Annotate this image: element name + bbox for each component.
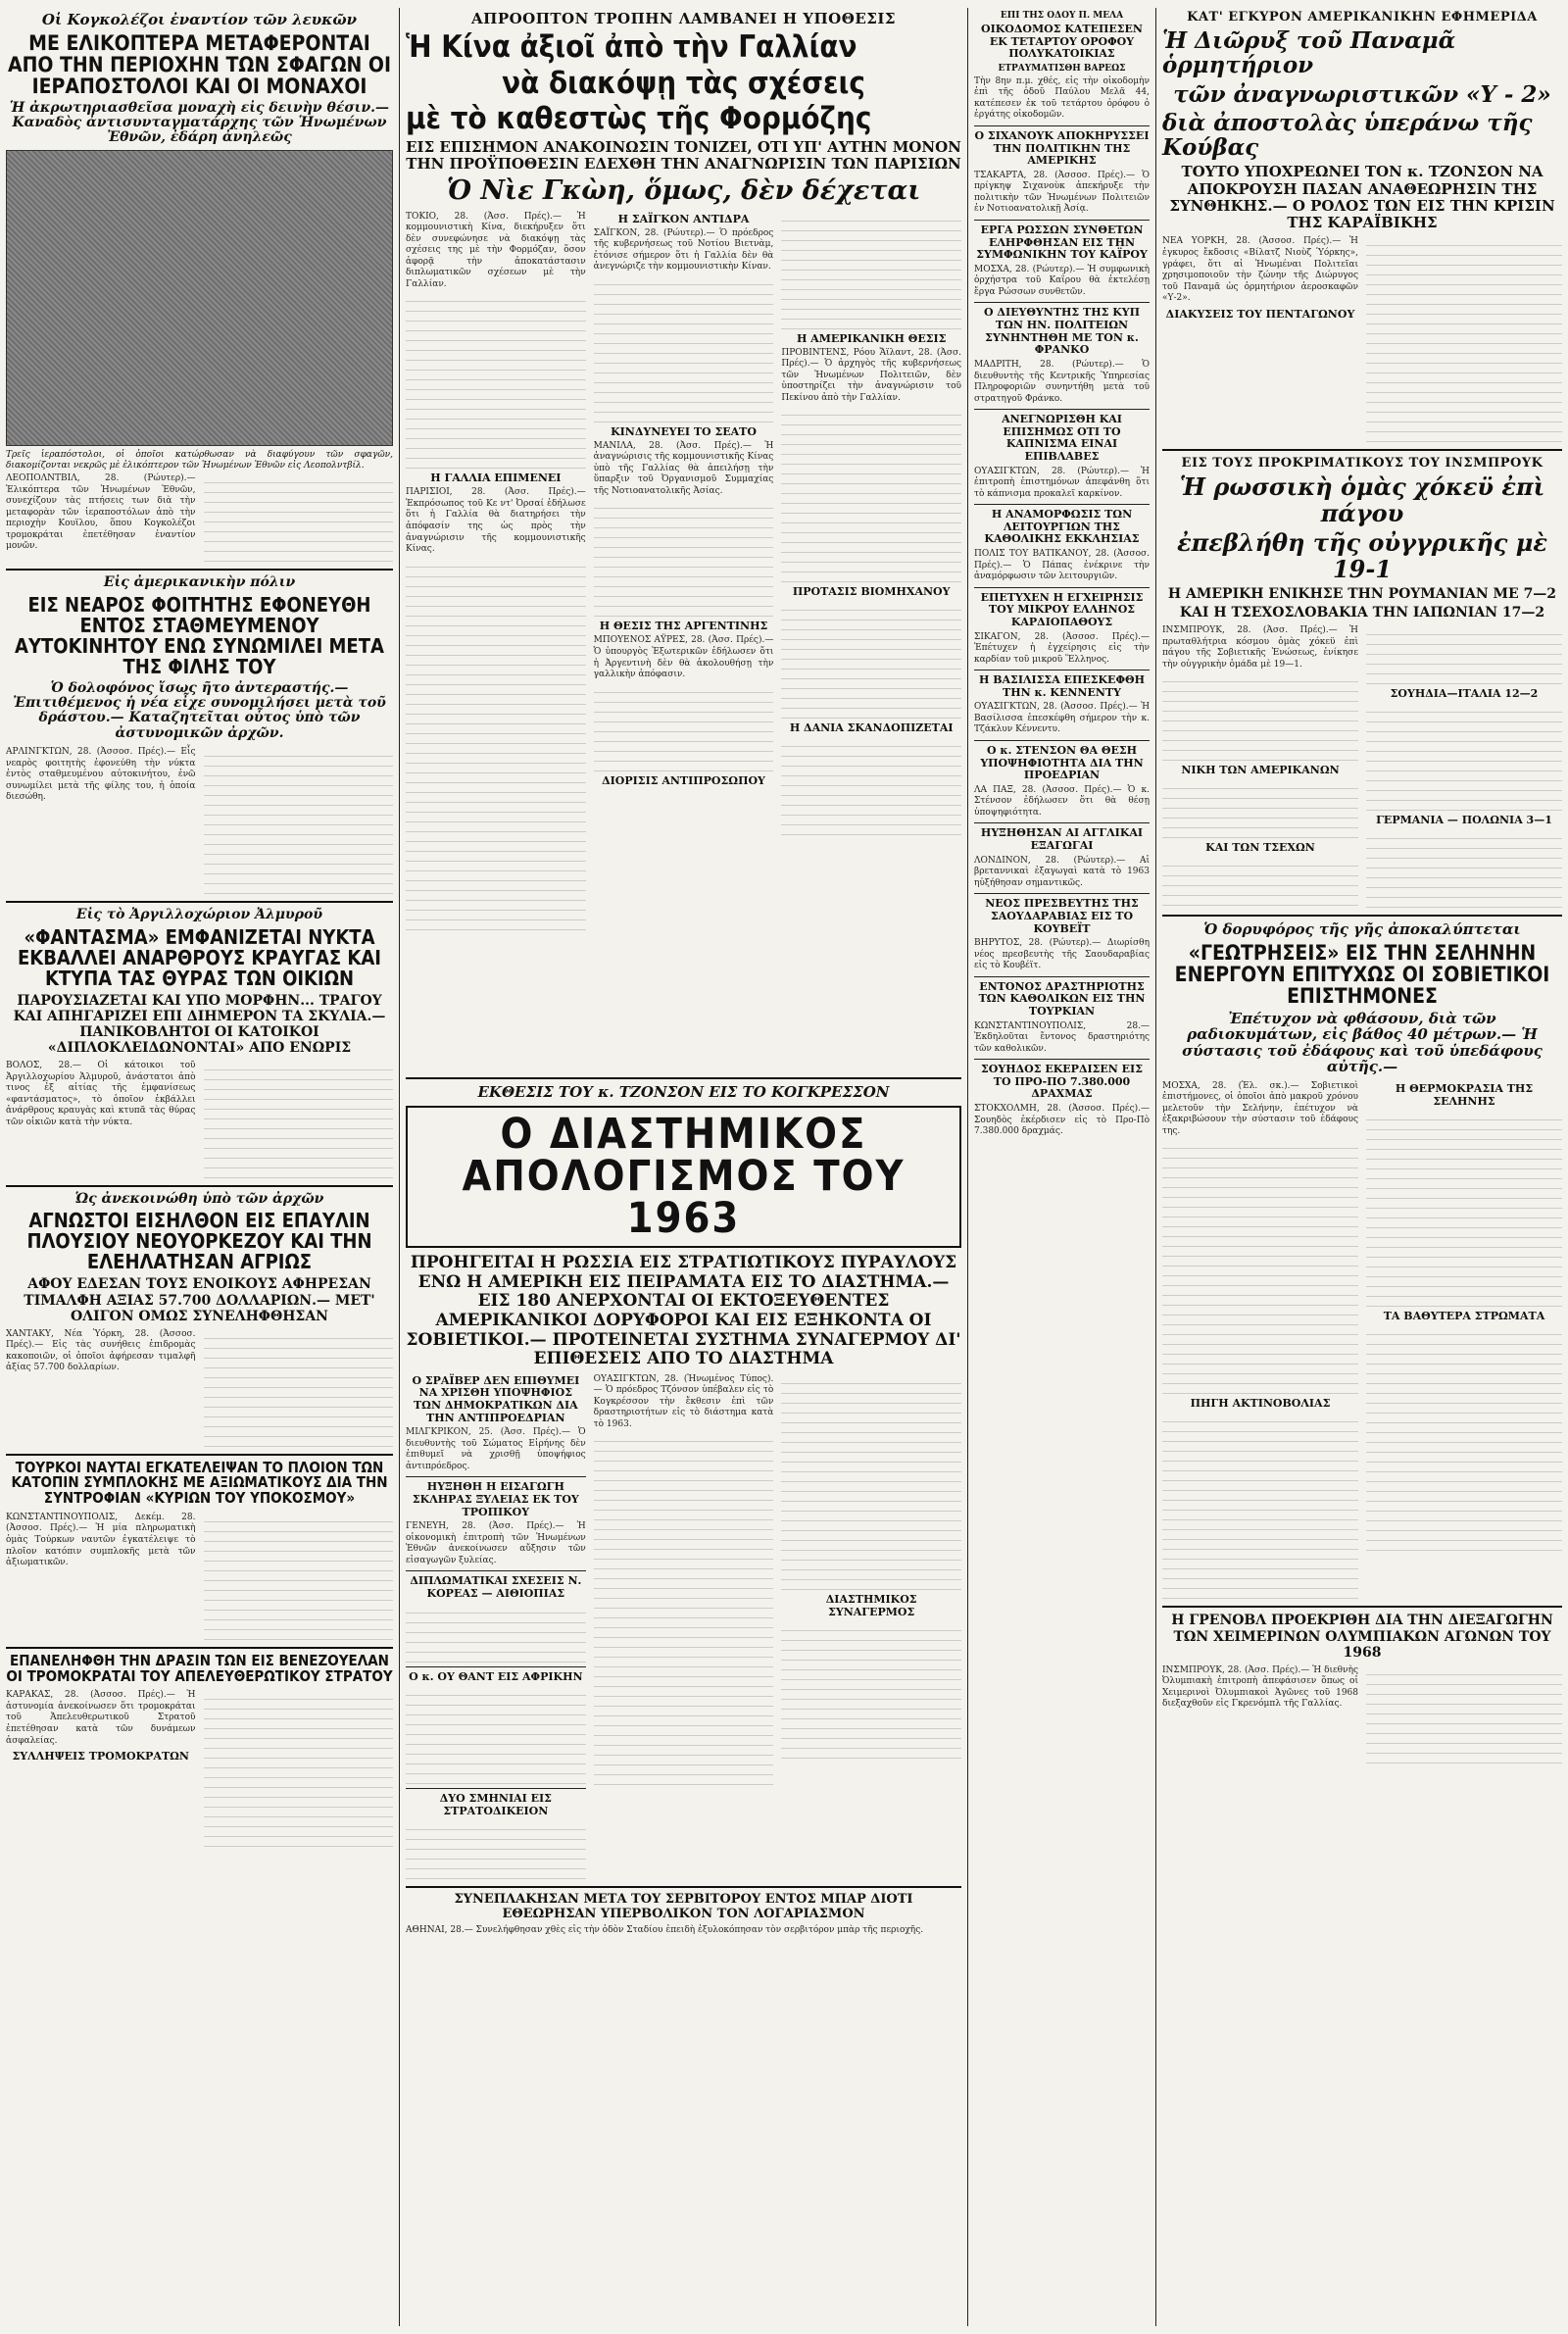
propo-winner-headline: ΣΟΥΗΔΟΣ ΕΚΕΡΔΙΣΕΝ ΕΙΣ ΤΟ ΠΡΟ-ΠΟ 7.380.000 ΔΡΑΧΜΑΣ — [981, 1063, 1143, 1101]
queen-kennedy-body: ΟΥΑΣΙΓΚΤΩΝ, 28. (Ἀσσοσ. Πρές).— Ἡ Βασίλισσα ἐπεσκέφθη σήμερον τὴν κ. Τζάκλυν Κέννεντυ. — [974, 702, 1150, 735]
timber-body: ΓΕΝΕΥΗ, 28. (Ἀσσ. Πρές).— Ἡ οἰκονομικὴ ἐπιτροπὴ τῶν Ἡνωμένων Ἐθνῶν ἀνεκοίνωσεν αὔξησιν τῶν εἰσαγωγῶν ξυλείας. — [406, 1521, 586, 1565]
moon-body: ΜΟΣΧΑ, 28. (Ἑλ. σκ.).— Σοβιετικοὶ ἐπιστήμονες, οἱ ὁποῖοι ἀπὸ μακροῦ χρόνου μελετοῦν τὴν Σελήνην, ἐπέτυχον νὰ ἐξακριβώσουν τὴν σύστασιν τοῦ ἐδάφους της. — [1162, 1080, 1358, 1136]
turkish-sailors-headline: ΤΟΥΡΚΟΙ ΝΑΥΤΑΙ ΕΓΚΑΤΕΛΕΙΨΑΝ ΤΟ ΠΛΟΙΟΝ ΤΩΝ ΚΑΤΟΠΙΝ ΣΥΜΠΛΟΚΗΣ ΜΕ ΑΞΙΩΜΑΤΙΚΟΥΣ ΔΙΑ ΤΗΝ ΣΥΝΤΡΟΦΙΑΝ «ΚΥΡΙΩΝ ΤΟΥ ΥΠΟΚΟΣΜΟΥ» — [11, 1458, 388, 1508]
space-kicker: ΕΚΘΕΣΙΣ ΤΟΥ κ. ΤΖΟΝΣΟΝ ΕΙΣ ΤΟ ΚΟΓΚΡΕΣΣΟΝ — [477, 1082, 890, 1101]
section-us-position: Η ΑΜΕΡΙΚΑΝΙΚΗ ΘΕΣΙΣ — [796, 331, 947, 345]
column-4 — [1156, 8, 1568, 2326]
heart-surgery-body: ΣΙΚΑΓΟΝ, 28. (Ἀσσοσ. Πρές).— Ἐπέτυχεν ἡ ἐγχείρησις εἰς τὴν καρδίαν τοῦ μικροῦ Ἕλληνος. — [974, 631, 1150, 665]
germany-poland-section: ΓΕΡΜΑΝΙΑ — ΠΟΛΩΝΙΑ 3—1 — [1376, 814, 1552, 827]
ghost-headline: «ΦΑΝΤΑΣΜΑ» ΕΜΦΑΝΙΖΕΤΑΙ ΝΥΚΤΑ ΕΚΒΑΛΛΕΙ ΑΝΑΡΘΡΟΥΣ ΚΡΑΥΓΑΣ ΚΑΙ ΚΤΥΠΑ ΤΑΣ ΘΥΡΑΣ ΤΩΝ ΟΙΚΙΩΝ — [17, 924, 381, 990]
sweden-italy-section: ΣΟΥΗΔΙΑ—ΙΤΑΛΙΑ 12—2 — [1390, 687, 1539, 701]
british-exports-headline: ΗΥΞΗΘΗΣΑΝ ΑΙ ΑΓΓΛΙΚΑΙ ΕΞΑΓΩΓΑΙ — [980, 826, 1144, 853]
moon-layers-section: ΤΑ ΒΑΘΥΤΕΡΑ ΣΤΡΩΜΑΤΑ — [1383, 1309, 1545, 1322]
smoking-headline: ΑΝΕΓΝΩΡΙΣΘΗ ΚΑΙ ΕΠΙΣΗΜΩΣ ΟΤΙ ΤΟ ΚΑΠΝΙΣΜΑ ΕΙΝΑΙ ΕΠΙΒΛΑΒΕΣ — [1002, 413, 1122, 463]
hockey-headline-1: Ἡ ρωσσικὴ ὁμὰς χόκεϋ ἐπὶ πάγου — [1179, 472, 1545, 527]
shriver-headline: Ο ΣΡΑΪΒΕΡ ΔΕΝ ΕΠΙΘΥΜΕΙ ΝΑ ΧΡΙΣΘΗ ΥΠΟΨΗΦΙΟΣ ΤΩΝ ΔΗΜΟΚΡΑΤΙΚΩΝ ΔΙΑ ΤΗΝ ΑΝΤΙΠΡΟΕΔΡΙΑΝ — [412, 1373, 580, 1424]
moon-temperature-section: Η ΘΕΡΜΟΚΡΑΣΙΑ ΤΗΣ ΣΕΛΗΝΗΣ — [1395, 1081, 1534, 1108]
catholic-liturgy-headline: Η ΑΝΑΜΟΡΦΩΣΙΣ ΤΩΝ ΛΕΙΤΟΥΡΓΙΩΝ ΤΗΣ ΚΑΘΟΛΙΚΗΣ ΕΚΚΛΗΣΙΑΣ — [984, 508, 1140, 546]
panama-kicker: ΚΑΤ' ΕΓΚΥΡΟΝ ΑΜΕΡΙΚΑΝΙΚΗΝ ΕΦΗΜΕΡΙΔΑ — [1187, 10, 1538, 25]
section-france: Η ΓΑΛΛΙΑ ΕΠΙΜΕΝΕΙ — [430, 472, 562, 485]
space-subhead: ΠΡΟΗΓΕΙΤΑΙ Η ΡΩΣΣΙΑ ΕΙΣ ΣΤΡΑΤΙΩΤΙΚΟΥΣ ΠΥΡΑΥΛΟΥΣ ΕΝΩ Η ΑΜΕΡΙΚΗ ΕΙΣ ΠΕΙΡΑΜΑΤΑ ΕΙΣ ΤΟ ΔΙΑΣΤΗΜΑ.— ΕΙΣ 180 ΑΝΕΡΧΟΝΤΑΙ ΟΙ ΕΚΤΟΞΕΥΘΕΝΤΕΣ ΑΜΕΡΙΚΑΝΙΚΟΙ ΔΟΡΥΦΟΡΟΙ ΚΑΙ ΕΙΣ ΕΞΗΚΟΝΤΑ ΟΙ ΣΟΒΙΕΤΙΚΟΙ.— ΠΡΟΤΕΙΝΕΤΑΙ ΣΥΣΤΗΜΑ ΣΥΝΑΓΕΡΜΟΥ ΔΙ' ΕΠΙΘΕΣΕΙΣ ΑΠΟ ΤΟ ΔΙΑΣΤΗΜΑ — [406, 1253, 961, 1369]
queen-kennedy-headline: Η ΒΑΣΙΛΙΣΣΑ ΕΠΕΣΚΕΦΘΗ ΤΗΝ κ. ΚΕΝΝΕΝΤΥ — [978, 673, 1145, 699]
congo-headline: ΜΕ ΕΛΙΚΟΠΤΕΡΑ ΜΕΤΑΦΕΡΟΝΤΑΙ ΑΠΟ ΤΗΝ ΠΕΡΙΟΧΗΝ ΤΩΝ ΣΦΑΓΩΝ ΟΙ ΙΕΡΑΠΟΣΤΟΛΟΙ ΚΑΙ ΟΙ ΜΟΝΑΧΟΙ — [7, 30, 392, 98]
china-tagline: Ὁ Νὶε Γκὼη, ὅμως, δὲν δέχεται — [446, 175, 921, 207]
space-body: ΟΥΑΣΙΓΚΤΩΝ, 28. (Ἡνωμένος Τύπος).— Ὁ πρόεδρος Τζόνσον ὑπέβαλεν εἰς τὸ Κογκρέσσον τὴν ἔκθεσιν ἐπὶ τῶν δραστηριοτήτων εἰς τὸ διάστημα κατὰ τὸ 1963. — [593, 1373, 774, 1429]
villa-body-cont — [204, 1329, 394, 1447]
court-martial-headline: ΔΥΟ ΣΜΗΝΙΑΙ ΕΙΣ ΣΤΡΑΤΟΔΙΚΕΙΟΝ — [439, 1792, 552, 1817]
saudi-ambassador-headline: ΝΕΟΣ ΠΡΕΣΒΕΥΤΗΣ ΤΗΣ ΣΑΟΥΔΑΡΑΒΙΑΣ ΕΙΣ ΤΟ ΚΟΥΒΕΪΤ — [985, 897, 1139, 935]
turkish-sailors-body: ΚΩΝΣΤΑΝΤΙΝΟΥΠΟΛΙΣ, Δεκέμ. 28. (Ἀσσοσ. Πρές).— Ἡ μία πληρωματικὴ ὁμὰς Τούρκων ναυτῶν ἐγκατέλειψε τὸ πλοῖον κατόπιν συμπλοκῆς μετὰ τῶν ἀξιωματικῶν. — [6, 1512, 196, 1568]
venezuela-subsection: ΣΥΛΛΗΨΕΙΣ ΤΡΟΜΟΚΡΑΤΩΝ — [12, 1750, 189, 1763]
china-body-providence: ΠΡΟΒΙΝΤΕΝΣ, Ρόου Ἄϊλαντ, 28. (Ἀσσ. Πρές).— Ὁ ἀρχηγὸς τῆς κυβερνήσεως τῶν Ἡνωμένων Πολιτειῶν, δὲν ὑποστηρίζει τὴν ἀναγνώρισιν τοῦ Πεκίνου ἀπὸ τὴν Γαλλίαν. — [781, 347, 961, 403]
column-3 — [968, 8, 1156, 2326]
panama-subhead: ΤΟΥΤΟ ΥΠΟΧΡΕΩΝΕΙ ΤΟΝ κ. ΤΖΟΝΣΟΝ ΝΑ ΑΠΟΚΡΟΥΣΗ ΠΑΣΑΝ ΑΝΑΘΕΩΡΗΣΙΝ ΤΗΣ ΣΥΝΘΗΚΗΣ.— Ο ΡΟΛΟΣ ΤΩΝ ΕΙΣ ΤΗΝ ΚΡΙΣΙΝ ΤΗΣ ΚΑΡΑΪΒΙΚΗΣ — [1169, 163, 1555, 232]
moon-subhead: Ἐπέτυχον νὰ φθάσουν, διὰ τῶν ραδιοκυμάτων, εἰς βάθος 40 μέτρων.— Ἡ σύστασις τοῦ ἐδάφους καὶ τοῦ ὑπεδάφους αὐτῆς.— — [1182, 1009, 1543, 1076]
sihanouk-headline: Ο ΣΙΧΑΝΟΥΚ ΑΠΟΚΗΡΥΣΣΕΙ ΤΗΝ ΠΟΛΙΤΙΚΗΝ ΤΗΣ ΑΜΕΡΙΚΗΣ — [974, 128, 1150, 168]
timber-headline: ΗΥΞΗΘΗ Η ΕΙΣΑΓΩΓΗ ΣΚΛΗΡΑΣ ΞΥΛΕΙΑΣ ΕΚ ΤΟΥ ΤΡΟΠΙΚΟΥ — [412, 1480, 579, 1518]
catholic-liturgy-body: ΠΟΛΙΣ ΤΟΥ ΒΑΤΙΚΑΝΟΥ, 28. (Ἀσσοσ. Πρές).— Ὁ Πάπας ἐνέκρινε τὴν ἀναμόρφωσιν τῶν λειτουργιῶν. — [974, 549, 1150, 582]
space-alarm-section: ΔΙΑΣΤΗΜΙΚΟΣ ΣΥΝΑΓΕΡΜΟΣ — [825, 1592, 917, 1618]
grenoble-body: ΙΝΣΜΠΡΟΥΚ, 28. (Ἀσσ. Πρές).— Ἡ διεθνὴς Ὀλυμπιακὴ ἐπιτροπὴ ἀπεφάσισεν ὅπως οἱ Χειμερινοὶ Ὀλυμπιακοὶ Ἀγῶνες τοῦ 1968 διεξαχθοῦν εἰς Γκρενόμπλ τῆς Γαλλίας. — [1162, 1664, 1358, 1710]
stenson-headline: Ο κ. ΣΤΕΝΣΟΝ ΘΑ ΘΕΣΗ ΥΠΟΨΗΦΙΟΤΗΤΑ ΔΙΑ ΤΗΝ ΠΡΟΕΔΡΙΑΝ — [980, 743, 1144, 782]
hockey-subhead-2: ΚΑΙ Η ΤΣΕΧΟΣΛΟΒΑΚΙΑ ΤΗΝ ΙΑΠΩΝΙΑΝ 17—2 — [1179, 605, 1545, 621]
us-win-section: ΝΙΚΗ ΤΩΝ ΑΜΕΡΙΚΑΝΩΝ — [1181, 764, 1340, 777]
column-1 — [0, 8, 400, 2326]
builder-headline: ΟΙΚΟΔΟΜΟΣ ΚΑΤΕΠΕΣΕΝ ΕΚ ΤΕΤΑΡΤΟΥ ΟΡΟΦΟΥ ΠΟΛΥΚΑΤΟΙΚΙΑΣ — [980, 23, 1143, 61]
ghost-subhead: ΠΑΡΟΥΣΙΑΖΕΤΑΙ ΚΑΙ ΥΠΟ ΜΟΡΦΗΝ... ΤΡΑΓΟΥ ΚΑΙ ΑΠΗΓΑΡΙΖΕΙ ΕΠΙ ΔΙΗΜΕΡΟΝ ΤΑ ΣΚΥΛΙΑ.— ΠΑΝΙΚΟΒΛΗΤΟΙ ΟΙ ΚΑΤΟΙΚΟΙ «ΔΙΠΛΟΚΛΕΙΔΩΝΟΝΤΑΙ» ΑΠΟ ΕΝΩΡΙΣ — [13, 992, 386, 1056]
panama-headline-1: Ἡ Διῶρυξ τοῦ Παναμᾶ ὁρμητήριον — [1162, 27, 1456, 79]
catholics-turkey-body: ΚΩΝΣΤΑΝΤΙΝΟΥΠΟΛΙΣ, 28.— Ἐκδηλοῦται ἔντονος δραστηριότης τῶν καθολικῶν. — [974, 1020, 1150, 1054]
pentagon-section: ΔΙΑΚΥΣΕΙΣ ΤΟΥ ΠΕΝΤΑΓΩΝΟΥ — [1165, 307, 1355, 321]
student-subhead: Ὁ δολοφόνος ἴσως ῆτο ἀντεραστής.— Ἐπιτιθέμενος ἡ νέα εἶχε συνομιλήσει μετὰ τοῦ δράστου.— Καταζητεῖται οὗτος ὑπὸ τῶν ἀστυνομικῶν ἀρχῶν. — [13, 679, 386, 741]
section-seato: ΚΙΝΔΥΝΕΥΕΙ ΤΟ ΣΕΑΤΟ — [611, 424, 757, 438]
stenson-body: ΛΑ ΠΑΞ, 28. (Ἀσσοσ. Πρές).— Ὁ κ. Στένσον ἐδήλωσεν ὅτι θὰ θέσῃ ὑποψηφιότητα. — [974, 784, 1150, 818]
heart-surgery-headline: ΕΠΕΤΥΧΕΝ Η ΕΓΧΕΙΡΗΣΙΣ ΤΟΥ ΜΙΚΡΟΥ ΕΛΛΗΝΟΣ ΚΑΡΔΙΟΠΑΘΟΥΣ — [980, 590, 1144, 628]
hockey-kicker: ΕΙΣ ΤΟΥΣ ΠΡΟΚΡΙΜΑΤΙΚΟΥΣ ΤΟΥ ΙΝΣΜΠΡΟΥΚ — [1181, 456, 1544, 472]
hockey-body: ΙΝΣΜΠΡΟΥΚ, 28. (Ἀσσ. Πρές).— Ἡ πρωταθλήτρια κόσμου ὁμὰς χόκεϋ ἐπὶ πάγου τῆς Σοβιετικῆς Ἑνώσεως, ἐνίκησε τὴν οὐγγρικὴν ὁμάδα μὲ 19—1. — [1162, 625, 1358, 670]
villa-headline: ΑΓΝΩΣΤΟΙ ΕΙΣΗΛΘΟΝ ΕΙΣ ΕΠΑΥΛΙΝ ΠΛΟΥΣΙΟΥ ΝΕΟΥΟΡΚΕΖΟΥ ΚΑΙ ΤΗΝ ΕΛΕΗΛΑΤΗΣΑΝ ΑΓΡΙΩΣ — [26, 1209, 372, 1274]
sihanouk-body: ΤΣΑΚΑΡΤΑ, 28. (Ἀσσοσ. Πρές).— Ὁ πρίγκηψ Σιχανοὺκ ἀπεκήρυξε τὴν πολιτικὴν τῶν Ἡνωμένων Πολιτειῶν ἐν Νοτιοανατολικῇ Ἀσίᾳ. — [974, 170, 1150, 215]
ghost-body-cont — [204, 1061, 394, 1178]
grenoble-headline: Η ΓΡΕΝΟΒΛ ΠΡΟΕΚΡΙΘΗ ΔΙΑ ΤΗΝ ΔΙΕΞΑΓΩΓΗΝ ΤΩΝ ΧΕΙΜΕΡΙΝΩΝ ΟΛΥΜΠΙΑΚΩΝ ΑΓΩΝΩΝ ΤΟΥ 1968 — [1171, 1613, 1553, 1661]
u-thant-headline: Ο κ. ΟΥ ΘΑΝΤ ΕΙΣ ΑΦΡΙΚΗΝ — [409, 1669, 583, 1683]
panama-headline-2: τῶν ἀναγνωριστικῶν «Υ - 2» — [1173, 80, 1551, 108]
builder-kicker: ΕΠΙ ΤΗΣ ΟΔΟΥ Π. ΜΕΛΑ — [1000, 11, 1124, 21]
congo-kicker: Οἱ Κογκολέζοι ἐναντίον τῶν λευκῶν — [41, 11, 358, 28]
student-body: ΑΡΛΙΝΓΚΤΩΝ, 28. (Ἀσσοσ. Πρές).— Εἷς νεαρὸς φοιτητὴς ἐφονεύθη τὴν νύκτα ἐντὸς σταθμευμένου αὐτοκινήτου, ἐνῶ συνωμίλει μετὰ τῆς φίλης του, ἡ ὁποία διεσώθη. — [6, 747, 196, 803]
section-industrialist: ΠΡΟΤΑΣΙΣ ΒΙΟΜΗΧΑΝΟΥ — [792, 585, 951, 599]
section-saigon: Η ΣΑΪΓΚΟΝ ΑΝΤΙΔΡΑ — [617, 212, 750, 225]
panama-body: ΝΕΑ ΥΟΡΚΗ, 28. (Ἀσσοσ. Πρές).— Ἡ ἐγκυρος ἔκδοσις «Βίλατζ Νιοὺζ Ὑόρκης», γράφει, ὅτι αἱ Ἡνωμέναι Πολιτεῖαι χρησιμοποιοῦν τὴν ζώνην τῆς Διώρυγος τοῦ Παναμᾶ ὡς ὁρμητήριον ἀεροσκαφῶν «Υ-2». — [1162, 236, 1358, 304]
cia-franco-body: ΜΑΔΡΙΤΗ, 28. (Ρώυτερ).— Ὁ διευθυντὴς τῆς Κεντρικῆς Ὑπηρεσίας Πληροφοριῶν συνηντήθη μετὰ τοῦ στρατηγοῦ Φράνκο. — [974, 360, 1150, 404]
hockey-subhead-1: Η ΑΜΕΡΙΚΗ ΕΝΙΚΗΣΕ ΤΗΝ ΡΟΥΜΑΝΙΑΝ ΜΕ 7—2 — [1167, 586, 1557, 603]
student-headline: ΕΙΣ ΝΕΑΡΟΣ ΦΟΙΤΗΤΗΣ ΕΦΟΝΕΥΘΗ ΕΝΤΟΣ ΣΤΑΘΜΕΥΜΕΝΟΥ ΑΥΤΟΚΙΝΗΤΟΥ ΕΝΩ ΣΥΝΩΜΙΛΕΙ ΜΕΤΑ ΤΗΣ ΦΙΛΗΣ ΤΟΥ — [15, 592, 384, 678]
china-body-tokyo: ΤΟΚΙΟ, 28. (Ἀσσ. Πρές).— Ἡ κομμουνιστικὴ Κίνα, διεκήρυξεν ὅτι δὲν συνεφώνησε νὰ διακόψῃ τὰς σχέσεις της μὲ τὴν Φορμόζαν, ὅσον ἀφορᾷ τὴν ἀποκατάστασιν διπλωματικῶν σχέσεων μὲ τὴν Γαλλίαν. — [406, 211, 586, 289]
china-body-buenos-aires: ΜΠΟΥΕΝΟΣ ΑΫΡΕΣ, 28. (Ἀσσ. Πρές).— Ὁ ὑπουργὸς Ἐξωτερικῶν ἐδήλωσεν ὅτι ἡ Ἀργεντινὴ δὲν θὰ ἀκολουθήσῃ τὴν γαλλικὴν ἀπόφασιν. — [593, 635, 774, 680]
china-headline-2: νὰ διακόψῃ τὰς σχέσεις — [502, 65, 865, 101]
builder-subhead: ΕΤΡΑΥΜΑΤΙΣΘΗ ΒΑΡΕΩΣ — [998, 63, 1126, 74]
china-headline-1: Ἡ Κίνα ἀξιοῖ ἀπὸ τὴν Γαλλίαν — [406, 29, 858, 65]
hockey-headline-2: ἐπεβλήθη τῆς οὐγγρικῆς μὲ 19-1 — [1177, 528, 1547, 583]
china-headline-3: μὲ τὸ καθεστὼς τῆς Φορμόζης — [406, 101, 872, 137]
section-denmark: Η ΔΑΝΙΑ ΣΚΑΝΔΟΠΙΖΕΤΑΙ — [789, 721, 954, 735]
congo-subhead: Ἡ ἀκρωτηριασθεῖσα μοναχὴ εἰς δεινὴν θέσιν.— Καναδὸς ἀντισυνταγματάρχης τῶν Ἡνωμένων Ἐθνῶν, ἐδάρη ἀνηλεῶς — [9, 99, 390, 146]
missionaries-photo — [6, 150, 393, 446]
student-kicker: Εἰς ἀμερικανικὴν πόλιν — [103, 574, 296, 591]
china-body-manila: ΜΑΝΙΛΑ, 28. (Ἀσσ. Πρές).— Ἡ ἀναγνώρισις τῆς κομμουνιστικῆς Κίνας ὑπὸ τῆς Γαλλίας θὰ ἀπειλήσῃ τὴν ὕπαρξιν τοῦ Ὀργανισμοῦ Συμμαχίας τῆς Νοτιοανατολικῆς Ἀσίας. — [593, 440, 774, 496]
villa-body: ΧΑΝΤΑΚΥ, Νέα Ὑόρκη, 28. (Ἀσσοσ. Πρές).— Εἰς τὰς συνήθεις ἐπιδρομὰς κακοποιῶν, οἱ ὁποῖοι ἀφήρεσαν τιμαλφῆ ἀξίας 57.700 δολλαρίων. — [6, 1328, 196, 1373]
catholics-turkey-headline: ΕΝΤΟΝΟΣ ΔΡΑΣΤΗΡΙΟΤΗΣ ΤΩΝ ΚΑΘΟΛΙΚΩΝ ΕΙΣ ΤΗΝ ΤΟΥΡΚΙΑΝ — [978, 979, 1146, 1018]
ghost-body: ΒΟΛΟΣ, 28.— Οἱ κάτοικοι τοῦ Ἀργιλλοχωρίου Ἀλμυροῦ, ἀνάστατοι ἀπὸ τινος ἐξ αἰτίας τῆς ἐμφανίσεως «φαντάσματος», τὸ ὁποῖον ἐκβάλλει ἀνάρθρους κραυγὰς καὶ κτυπᾶ τὰς θύρας τῶν οἰκιῶν κατὰ τὴν νύκτα. — [6, 1061, 196, 1127]
british-exports-body: ΛΟΝΔΙΝΟΝ, 28. (Ρώυτερ).— Αἱ βρεταννικαὶ ἐξαγωγαὶ κατὰ τὸ 1963 ηὐξήθησαν σημαντικῶς. — [974, 855, 1150, 888]
moon-headline: «ΓΕΩΤΡΗΣΕΙΣ» ΕΙΣ ΤΗΝ ΣΕΛΗΝΗΝ ΕΝΕΡΓΟΥΝ ΕΠΙΤΥΧΩΣ ΟΙ ΣΟΒΙΕΤΙΚΟΙ ΕΠΙΣΤΗΜΟΝΕΣ — [1174, 940, 1550, 1008]
moon-radiation-section: ΠΗΓΗ ΑΚΤΙΝΟΒΟΛΙΑΣ — [1190, 1397, 1331, 1411]
china-kicker: ΑΠΡΟΟΠΤΟΝ ΤΡΟΠΗΝ ΛΑΜΒΑΝΕΙ Η ΥΠΟΘΕΣΙΣ — [471, 10, 896, 27]
congo-body-cont — [204, 473, 394, 562]
space-banner: Ο ΔΙΑΣΤΗΜΙΚΟΣ ΑΠΟΛΟΓΙΣΜΟΣ ΤΟΥ 1963 — [406, 1106, 961, 1248]
panama-headline-3: διὰ ἀποστολὰς ὑπεράνω τῆς Κούβας — [1162, 109, 1533, 162]
smoking-body: ΟΥΑΣΙΓΚΤΩΝ, 28. (Ρώυτερ).— Ἡ ἐπιτροπὴ ἐπιστημόνων ἀπεφάνθη ὅτι τὸ κάπνισμα προκαλεῖ καρκίνον. — [974, 466, 1150, 499]
student-body-cont — [204, 747, 394, 894]
propo-winner-body: ΣΤΟΚΧΟΛΜΗ, 28. (Ἀσσοσ. Πρές).— Σουηδὸς ἐκέρδισεν εἰς τὸ Προ-Πὸ 7.380.000 δραχμάς. — [974, 1104, 1150, 1137]
shriver-body: ΜΙΛΓΚΡΙΚΟΝ, 25. (Ἀσσ. Πρές).— Ὁ διευθυντὴς τοῦ Σώματος Εἰρήνης δὲν ἐπιθυμεῖ νὰ χρισθῇ ὑποψήφιος ἀντιπρόεδρος. — [406, 1427, 586, 1471]
bar-fight-headline: ΣΥΝΕΠΛΑΚΗΣΑΝ ΜΕΤΑ ΤΟΥ ΣΕΡΒΙΤΟΡΟΥ ΕΝΤΟΣ ΜΠΑΡ ΔΙΟΤΙ ΕΘΕΩΡΗΣΑΝ ΥΠΕΡΒΟΛΙΚΟΝ ΤΟΝ ΛΟΓΑΡΙΑΣΜΟΝ — [454, 1892, 913, 1922]
korea-ethiopia-headline: ΔΙΠΛΩΜΑΤΙΚΑΙ ΣΧΕΣΕΙΣ Ν. ΚΟΡΕΑΣ — ΑΙΘΙΟΠΙΑΣ — [410, 1574, 582, 1600]
section-delegation: ΔΙΟΡΙΣΙΣ ΑΝΤΙΠΡΟΣΩΠΟΥ — [602, 773, 765, 787]
china-body-paris: ΠΑΡΙΣΙΟΙ, 28. (Ἀσσ. Πρές).— Ἐκπρόσωπος τοῦ Κε ντ' Ὀρσαί ἐδήλωσε ὅτι ἡ Γαλλία θὰ διατηρήσει τὴν ἀπόφασίν της ὡς πρὸς τὴν ἀναγνώρισιν τῆς κομμουνιστικῆς Κίνας. — [406, 487, 586, 555]
cia-franco-headline: Ο ΔΙΕΥΘΥΝΤΗΣ ΤΗΣ ΚΥΠ ΤΩΝ ΗΝ. ΠΟΛΙΤΕΙΩΝ ΣΥΝΗΝΤΗΘΗ ΜΕ ΤΟΝ κ. ΦΡΑΝΚΟ — [984, 306, 1140, 357]
builder-body: Τὴν 8ην π.μ. χθές, εἰς τὴν οἰκοδομὴν ἐπὶ τῆς ὁδοῦ Παύλου Μελᾶ 44, κατέπεσεν ἐκ τοῦ τετάρτου ὀρόφου ὁ ἐργάτης οἰκοδομῶν. — [974, 75, 1150, 121]
turkish-sailors-body-cont — [204, 1513, 394, 1640]
column-2 — [400, 8, 968, 2326]
bar-fight-body: ΑΘΗΝΑΙ, 28.— Συνελήφθησαν χθὲς εἰς τὴν ὁδὸν Σταδίου ἐπειδὴ ἐξυλοκόπησαν τὸν σερβιτόρον μπὰρ τῆς περιοχῆς. — [406, 1925, 924, 1936]
section-argentina: Η ΘΕΣΙΣ ΤΗΣ ΑΡΓΕΝΤΙΝΗΣ — [599, 620, 768, 633]
china-subhead: ΕΙΣ ΕΠΙΣΗΜΟΝ ΑΝΑΚΟΙΝΩΣΙΝ ΤΟΝΙΖΕΙ, ΟΤΙ ΥΠ' ΑΥΤΗΝ ΜΟΝΟΝ ΤΗΝ ΠΡΟΫΠΟΘΕΣΙΝ ΕΔΕΧΘΗ ΤΗΝ ΑΝΑΓΝΩΡΙΣΙΝ ΤΩΝ ΠΑΡΙΣΙΩΝ — [406, 137, 961, 173]
china-body-saigon: ΣΑΪΓΚΟΝ, 28. (Ρώυτερ).— Ὁ πρόεδρος τῆς κυβερνήσεως τοῦ Νοτίου Βιετνὰμ, ἐτόνισε σήμερον ὅτι ἡ Γαλλία δὲν θὰ ἀνεγνώριζε τὴν κομμουνιστικὴν Κίναν. — [593, 227, 774, 273]
czech-section: ΚΑΙ ΤΩΝ ΤΣΕΧΩΝ — [1205, 841, 1315, 855]
villa-kicker: Ὡς ἀνεκοινώθη ὑπὸ τῶν ἀρχῶν — [74, 1191, 324, 1208]
villa-subhead: ΑΦΟΥ ΕΔΕΣΑΝ ΤΟΥΣ ΕΝΟΙΚΟΥΣ ΑΦΗΡΕΣΑΝ ΤΙΜΑΛΦΗ ΑΞΙΑΣ 57.700 ΔΟΛΛΑΡΙΩΝ.— ΜΕΤ' ΟΛΙΓΟΝ ΟΜΩΣ ΣΥΝΕΛΗΦΘΗΣΑΝ — [24, 1276, 375, 1324]
venezuela-headline: ΕΠΑΝΕΛΗΦΘΗ ΤΗΝ ΔΡΑΣΙΝ ΤΩΝ ΕΙΣ ΒΕΝΕΖΟΥΕΛΑΝ ΟΙ ΤΡΟΜΟΚΡΑΤΑΙ ΤΟΥ ΑΠΕΛΕΥΘΕΡΩΤΙΚΟΥ ΣΤΡΑΤΟΥ — [6, 1651, 393, 1685]
cairo-symphony-body: ΜΟΣΧΑ, 28. (Ρώυτερ).— Ἡ συμφωνικὴ ὀρχήστρα τοῦ Καΐρου θὰ ἐκτελέσῃ ἔργα Ρώσσων συνθετῶν. — [974, 264, 1150, 297]
congo-body: ΛΕΟΠΟΛΝΤΒΙΛ, 28. (Ρώυτερ).— Ἐλικόπτερα τῶν Ἡνωμένων Ἐθνῶν, συνεχίζουν τὰς πτήσεις των διὰ τὴν μεταφορὰν τῶν ἱεραποστόλων ἀπὸ τὴν περιοχὴν Κουϊλου, ὅπου Κογκολέζοι τρομοκράται ἐπετέθησαν ἐναντίον μονῶν. — [6, 473, 196, 552]
ghost-kicker: Εἰς τὸ Ἀργιλλοχώριον Ἀλμυροῦ — [75, 907, 323, 923]
missionaries-caption: Τρεῖς ἱεραπόστολοι, οἱ ὁποῖοι κατώρθωσαν νὰ διαφύγουν τῶν σφαγῶν, διακομίζονται νεκρῶς μὲ ἐλικόπτερον τῶν Ἡνωμένων Ἐθνῶν εἰς Λεοπολντβίλ. — [6, 449, 393, 472]
cairo-symphony-headline: ΕΡΓΑ ΡΩΣΣΩΝ ΣΥΝΘΕΤΩΝ ΕΛΗΡΦΘΗΣΑΝ ΕΙΣ ΤΗΝ ΣΥΜΦΩΝΙΚΗΝ ΤΟΥ ΚΑΪΡΟΥ — [976, 223, 1148, 262]
venezuela-body: ΚΑΡΑΚΑΣ, 28. (Ἀσσοσ. Πρές).— Ἡ ἀστυνομία ἀνεκοίνωσεν ὅτι τρομοκράται τοῦ Ἀπελευθερωτικοῦ Στρατοῦ ἐπετέθησαν κατὰ τῶν δυνάμεων ἀσφαλείας. — [6, 1690, 196, 1746]
moon-kicker: Ὁ δορυφόρος τῆς γῆς ἀποκαλύπτεται — [1203, 920, 1521, 939]
venezuela-body-cont — [204, 1690, 394, 1847]
saudi-ambassador-body: ΒΗΡΥΤΟΣ, 28. (Ρώυτερ).— Διωρίσθη νέος πρεσβευτὴς τῆς Σαουδαραβίας εἰς τὸ Κουβέϊτ. — [974, 938, 1150, 971]
